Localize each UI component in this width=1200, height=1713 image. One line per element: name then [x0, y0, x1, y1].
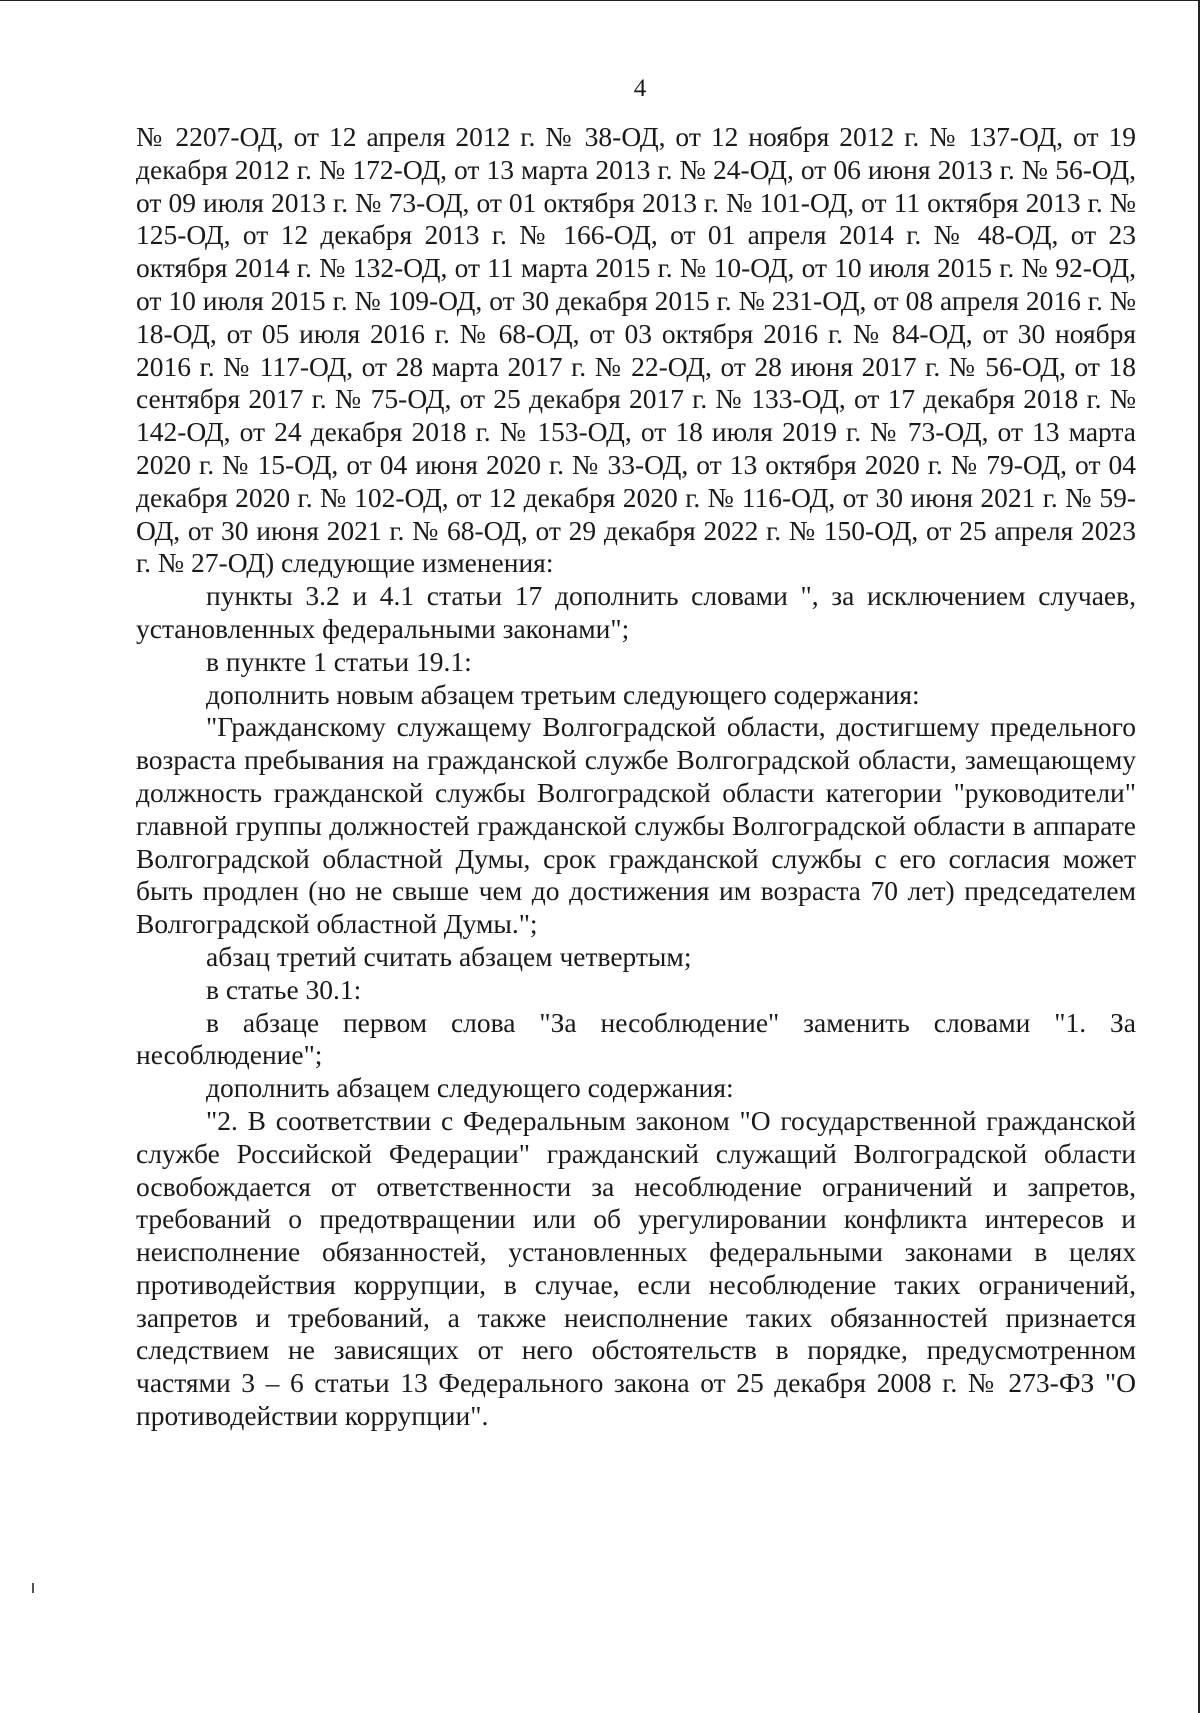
paragraph-article-30-1-intro: в статье 30.1:	[206, 973, 362, 1005]
page-number: 4	[633, 75, 647, 102]
paragraph-renumber-abzac: абзац третий считать абзацем четвертым;	[206, 940, 692, 972]
paragraph-replace-words: в абзаце первом слова "За несоблюдение" заменить словами "1. За несоблюдение";	[136, 1006, 1136, 1071]
paragraph-new-third-abzac: дополнить новым абзацем третьим следующего содержания:	[206, 678, 920, 710]
paragraph-amendments-list: № 2207-ОД, от 12 апреля 2012 г. № 38-ОД, от 12 ноября 2012 г. № 137-ОД, от 19 декабря 2012 г. № 172-ОД, от 13 марта 2013 г. № 24-ОД, от 06 июня 2013 г. № 56-ОД, от 09 июля 2013 г. № 73-ОД, от 01 октября 2013 г. № 101-ОД, от 11 октября 2013 г. № 125-ОД, от 12 декабря 2013 г. № 166-ОД, от 01 апреля 2014 г. № 48-ОД, от 23 октября 2014 г. № 132-ОД, от 11 марта 2015 г. № 10-ОД, от 10 июля 2015 г. № 92-ОД, от 10 июля 2015 г. № 109-ОД, от 30 декабря 2015 г. № 231-ОД, от 08 апреля 2016 г. № 18-ОД, от 05 июля 2016 г. № 68-ОД, от 03 октября 2016 г. № 84-ОД, от 30 ноября 2016 г. № 117-ОД, от 28 марта 2017 г. № 22-ОД, от 28 июня 2017 г. № 56-ОД, от 18 сентября 2017 г. № 75-ОД, от 25 декабря 2017 г. № 133-ОД, от 17 декабря 2018 г. № 142-ОД, от 24 декабря 2018 г. № 153-ОД, от 18 июля 2019 г. № 73-ОД, от 13 марта 2020 г. № 15-ОД, от 04 июня 2020 г. № 33-ОД, от 13 октября 2020 г. № 79-ОД, от 04 декабря 2020 г. № 102-ОД, от 12 декабря 2020 г. № 116-ОД, от 30 июня 2021 г. № 59-ОД, от 30 июня 2021 г. № 68-ОД, от 29 декабря 2022 г. № 150-ОД, от 25 апреля 2023 г. № 27-ОД) следующие изменения:	[136, 121, 1136, 579]
scan-margin-mark	[32, 1583, 34, 1593]
paragraph-quote-service-extension: "Гражданскому служащему Волгоградской области, достигшему предельного возраста пребывания на гражданской службе Волгоградской области, замещающему должность гражданской службы Волгоградской области категории "руководители" главной группы должностей гражданской службы Волгоградской области в аппарате Волгоградской областной Думы, срок гражданской службы с его согласия может быть продлен (но не свыше чем до достижения им возраста 70 лет) председателем Волгоградской областной Думы.";	[136, 711, 1136, 940]
paragraph-quote-liability-exemption: "2. В соответствии с Федеральным законом "О государственной гражданской службе Российской Федерации" гражданский служащий Волгоградской области освобождается от ответственности за несоблюдение ограничений и запретов, требований о предотвращении или об урегулировании конфликта интересов и неисполнение обязанностей, установленных федеральными законами в целях противодействия коррупции, в случае, если несоблюдение таких ограничений, запретов и требований, а также неисполнение таких обязанностей признается следствием не зависящих от него обстоятельств в порядке, предусмотренном частями 3 – 6 статьи 13 Федерального закона от 25 декабря 2008 г. № 273-ФЗ "О противодействии коррупции".	[136, 1104, 1136, 1432]
paragraph-article-17: пункты 3.2 и 4.1 статьи 17 дополнить словами ", за исключением случаев, установленных федеральными законами";	[136, 580, 1136, 644]
document-body	[136, 121, 1136, 1433]
paragraph-article-19-1-intro: в пункте 1 статьи 19.1:	[206, 645, 472, 677]
paragraph-add-abzac: дополнить абзацем следующего содержания:	[206, 1072, 734, 1104]
